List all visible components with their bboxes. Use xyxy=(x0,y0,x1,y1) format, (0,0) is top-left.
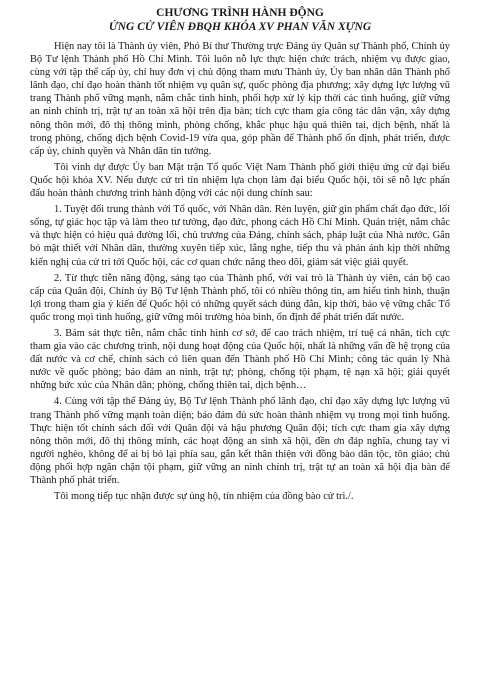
paragraph-point-1: 1. Tuyệt đối trung thành với Tổ quốc, với Nhân dân. Rèn luyện, giữ gìn phẩm chất đạo đức, lối sống, tự giác học tập và làm theo tư tưởng, đạo đức, phong cách Hồ Chí Minh. Quán triệt, nắm chắc và thực hiện có hiệu quả đường lối, chủ trương của Đảng, chính sách, pháp luật của Nhà nước. Gắn bó mật thiết với Nhân dân, thường xuyên tiếp xúc, lắng nghe, tiếp thu và phản ánh kịp thời những kiến nghị của cử tri tới Quốc hội, các cơ quan chức năng theo dõi, giám sát việc giải quyết. xyxy=(30,204,450,268)
document-subtitle: ỨNG CỬ VIÊN ĐBQH KHÓA XV PHAN VĂN XỰNG xyxy=(108,21,372,33)
paragraph-closing: Tôi mong tiếp tục nhận được sự ủng hộ, tín nhiệm của đồng bào cử tri./. xyxy=(54,491,354,503)
document-body xyxy=(30,40,450,503)
paragraph-point-3: 3. Bám sát thực tiễn, nắm chắc tình hình cơ sở, để cao trách nhiệm, trí tuệ cá nhân, tích cực tham gia vào các chương trình, nội dung hoạt động của Quốc hội, nhất là những vấn đề hệ trọng của đất nước và cơ chế, chính sách có liên quan đến Thành phố Hồ Chí Minh; công tác quản lý Nhà nước về quốc phòng; bảo đảm an ninh, trật tự; phòng, chống tội phạm, tệ nạn xã hội; giải quyết những bức xúc của Nhân dân; phòng, chống thiên tai, dịch bệnh… xyxy=(30,327,450,392)
paragraph-point-4: 4. Cùng với tập thể Đảng ủy, Bộ Tư lệnh Thành phố lãnh đạo, chỉ đạo xây dựng lực lượng vũ trang Thành phố vững mạnh toàn diện; bảo đảm đủ sức hoàn thành nhiệm vụ trong mọi tình huống. Thực hiện tốt chính sách đối với Quân đội và hậu phương Quân đội; tích cực tham gia xây dựng nông thôn mới, đô thị thông minh, các hoạt động an sinh xã hội, đền ơn đáp nghĩa, chung tay vì người nghèo, không để ai bị bỏ lại phía sau, gắn kết thân thiện với đồng bào dân tộc, tôn giáo; chủ động phối hợp ngăn chặn tội phạm, giữ vững an ninh chính trị, trật tự an toàn xã hội địa bàn để Thành phố phát triển. xyxy=(30,396,450,486)
paragraph-point-2: 2. Từ thực tiễn năng động, sáng tạo của Thành phố, với vai trò là Thành ủy viên, cán bộ cao cấp của Quân đội, Chính ủy Bộ Tư lệnh Thành phố, tôi có nhiều thông tin, am hiểu tình hình, thuận lợi trong tham gia ý kiến để Quốc hội có những quyết sách đúng đắn, kịp thời, bảo vệ vững chắc Tổ quốc trong mọi tình huống, giữ vững môi trường hòa bình, ổn định để phát triển đất nước. xyxy=(30,272,450,323)
paragraph-nomination: Tôi vinh dự được Ủy ban Mặt trận Tổ quốc Việt Nam Thành phố giới thiệu ứng cử đại biểu Quốc hội khóa XV. Nếu được cử tri tín nhiệm lựa chọn làm đại biểu Quốc hội, tôi sẽ nỗ lực phấn đấu hoàn thành chương trình hành động với các nội dung chính sau: xyxy=(30,161,450,200)
document-title: CHƯƠNG TRÌNH HÀNH ĐỘNG xyxy=(156,7,324,19)
paragraph-intro: Hiện nay tôi là Thành ủy viên, Phó Bí thư Thường trực Đảng ủy Quân sự Thành phố, Chính ủy Bộ Tư lệnh Thành phố Hồ Chí Minh. Tôi luôn nỗ lực thực hiện chức trách, nhiệm vụ được giao, cùng với tập thể cấp ủy, chỉ huy đơn vị chủ động tham mưu Thành ủy, Ủy ban nhân dân Thành phố lãnh đạo, chỉ đạo hoàn thành tốt nhiệm vụ quân sự, quốc phòng địa phương; xây dựng lực lượng vũ trang Thành phố vững mạnh, nắm chắc tình hình, phối hợp xử lý kịp thời các tình huống, giữ vững an ninh chính trị, trật tự an toàn xã hội trên địa bàn; tích cực tham gia công tác dân vận, xây dựng nông thôn mới, đô thị thông minh, phòng chống, khắc phục hậu quả thiên tai, dịch bệnh, nhất là trong phòng, chống dịch bệnh Covid-19 vừa qua, góp phần để Thành phố ổn định, phát triển, được cấp ủy, chính quyền và Nhân dân tin tưởng. xyxy=(30,41,450,157)
